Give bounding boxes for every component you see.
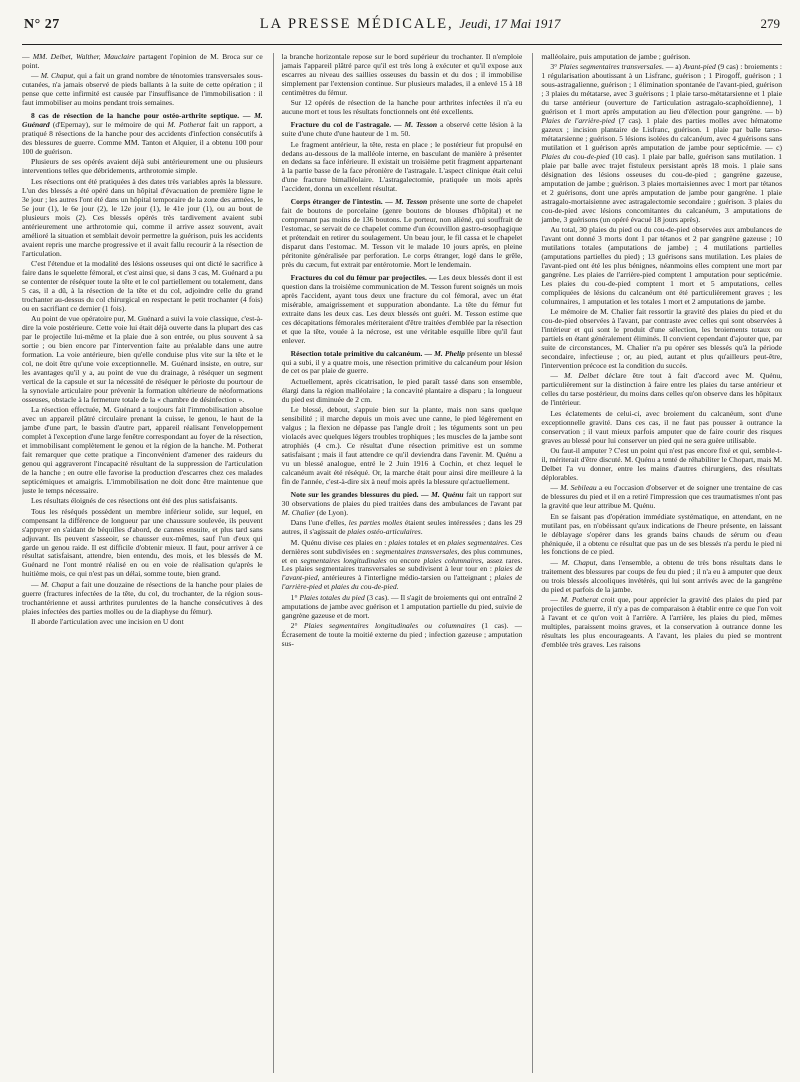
paragraph: — M. Delbet déclare être tout à fait d'accord avec M. Quénu, particulièrement sur la distinction à faire entre les plaies du tarse antérieur et celles du tarse postérieur, du moins dans celles qu'on observe dans les hôpitaux de l'intérieur. [541, 371, 783, 408]
paragraph: Actuellement, après cicatrisation, le pied paraît tassé dans son ensemble, élargi dans la région malléolaire ; la concavité plantaire a disparu ; la longueur du pied est diminuée de 2 cm. [281, 376, 523, 404]
paragraph: Fracture du col de l'astragale. — M. Tesson a observé cette lésion à la suite d'une chute d'une hauteur de 1 m. 50. [281, 120, 523, 139]
paragraph: la branche horizontale repose sur le bord supérieur du trochanter. Il n'emploie jamais l'appareil plâtré parce qu'il est très long à exécuter et qu'il expose aux escarres au niveau des saillies osseuses du bassin et du dos ; il immobilise simplement par l'extension continue. Sur plusieurs malades, il a enlevé 15 à 18 centimètres du fémur. [281, 53, 523, 97]
paragraph: 8 cas de résection de la hanche pour ostéo-arthrite septique. — M. Guénard (d'Epernay), sur le mémoire de qui M. Potherat fait un rapport, a pratiqué 8 résections de la hanche pour des accidents d'infection consécutifs à des blessures de guerre. Comme MM. Tanton et Alquier, il a obtenu 100 pour 100 de guérison. [22, 111, 263, 157]
paragraph: En se faisant pas d'opération immédiate systématique, en attendant, en ne mutilant pas, en n'obéissant qu'aux indications de l'heure présente, en laissant le déblayage s'opérer dans les grands bains chauds de sérum ou d'eau phéniquée, il a obtenu ce résultat que pas un de ses blessés n'a perdu le pied ni les fonctions de ce pied. [541, 511, 783, 557]
column-3 [532, 53, 782, 1073]
paragraph: M. Quénu divise ces plaies en : plaies totales et en plaies segmentaires. Ces dernières sont subdivisées en : segmentaires transversales, des plus communes, et en segmentaires longitudinales ou encore plaies columnaires, assez rares. Les plaies segmentaires transversales se subdivisent à leur tour en : plaies de l'avant-pied, antérieures à l'interligne médio-tarsien ou l'atteignant ; plaies de l'arrière-pied et plaies du cou-de-pied. [281, 537, 523, 592]
journal-title [260, 16, 561, 33]
paragraph: Fractures du col du fémur par projectiles. — Les deux blessés dont il est question dans la troisième communication de M. Tesson furent soignés un mois après l'accident, ayant tous deux une fracture du col fémoral, avec un état misérable, amaigrissement et suppuration abondante. La tête du fémur fut extraite dans les deux cas. Les deux blessés ont guéri. M. Tesson estime que ces décapitations fémorales mériteraient d'être traitées d'emblée par la résection et que la tête, vouée à la nécrose, est une véritable esquille libre qu'il faut enlever. [281, 272, 523, 345]
journal-name: LA PRESSE MÉDICALE, [259, 16, 454, 32]
column-2 [273, 53, 523, 1073]
paragraph: Dans l'une d'elles, les parties molles étaient seules intéressées ; dans les 29 autres, il s'agissait de plaies ostéo-articulaires. [281, 518, 523, 537]
paragraph: Résection totale primitive du calcanéum. — M. Phelip présente un blessé qui a subi, il y a quatre mois, une résection primitive du calcanéum pour lésion de cet os par plaie de guerre. [281, 348, 523, 376]
page-header [22, 16, 782, 45]
paragraph: 1° Plaies totales du pied (3 cas). — Il s'agit de broiements qui ont entraîné 2 amputations de jambe avec guérison et 1 amputation partielle du pied, suivie de gangrène gazeuse et de mort. [281, 592, 523, 620]
paragraph: — M. Sebileau a eu l'occasion d'observer et de soigner une trentaine de cas de blessures du pied et il en a retiré l'impression que ces traumatismes n'ont pas la gravité que leur attribue M. Quénu. [541, 483, 783, 511]
paragraph: Le mémoire de M. Chalier fait ressortir la gravité des plaies du pied et du cou-de-pied observées à l'avant, par contraste avec celles qui sont observées à l'intérieur et qui sont le produit d'une sélection, les broiements totaux ou partiels en étant généralement éliminés. Il convient cependant d'ajouter que, par suite de circonstances, M. Chalier n'a pu opérer ses blessés qu'à la période secondaire, infectieuse ; or, au pied, autant et plus qu'ailleurs peut-être, l'intervention précoce est la condition du succès. [541, 307, 783, 370]
paragraph: C'est l'étendue et la modalité des lésions osseuses qui ont dicté le sacrifice à faire dans le squelette fémoral, et c'est ainsi que, si dans 3 cas, M. Guénard a pu se contenter de réséquer toute la tête et le col partiellement ou totalement, dans 5 cas, il a dû, à la résection de la tête et du col, adjoindre celle du grand trochanter au-dessus du col chirurgical en respectant le petit trochanter (4 fois) ou en sacrifiant ce dernier (1 fois). [22, 258, 263, 313]
issue-date: Jeudi, 17 Mai 1917 [459, 16, 561, 31]
paragraph: — M. Potherat croit que, pour apprécier la gravité des plaies du pied par projectiles de guerre, il n'y a pas de comparaison à établir entre ce que l'on voit à l'avant et ce qu'on voit à l'arrière. A l'arrière, les plaies du pied, mêmes multiples, paraissent moins graves, et la conservation à outrance donne les résultats les plus encourageants. A l'avant, les plaies du pied se montrent d'emblée très graves. Les raisons [541, 595, 783, 649]
column-1 [22, 53, 263, 1073]
paragraph: Au point de vue opératoire pur, M. Guénard a suivi la voie classique, c'est-à-dire la voie postérieure. Cette voie lui était déjà ouverte dans la plupart des cas par le projectile lui-même et la plaie due à son entrée, ou plus souvent à sa sortie ; ou bien encore par l'intervention faite au préalable dans une autre formation. La voie antérieure, bien qu'elle conduise plus vite sur la tête et le col, ne doit être qu'une voie exceptionnelle. M. Guénard insiste, en outre, sur les avantages qu'il y a, au point de vue du drainage, à réséquer un segment vertical de la capsule et sur la nécessité de réséquer le périoste du pourtour de la synoviale articulaire pour prévenir la formation ultérieure de néoformations osseuses, obstacle à la fermeture totale de la « chambre de désinfection ». [22, 314, 263, 404]
paragraph: — MM. Delbet, Walther, Mauclaire partagent l'opinion de M. Broca sur ce point. [22, 53, 263, 70]
article-columns [22, 53, 782, 1073]
paragraph: Au total, 30 plaies du pied ou du cou-de-pied observées aux ambulances de l'avant ont donné 3 morts dont 1 par tétanos et 2 par gangrène gazeuse ; 10 mutilations totales (amputations de jambe) ; 4 mutilations partielles (amputations partielles du pied) ; 13 guérisons sans mutilation. Les plaies de l'avant-pied ont été les plus bénignes, néanmoins elles comptent une mort par gangrène. Les plaies de l'arrière-pied comptent 1 amputation pour septicémie. Les plaies du cou-de-pied comptent 1 mort et 5 amputations, celles compliquées de lésions du calcanéum ont été particulièrement graves ; les columnaires, 1 amputation et les totales 1 mort et 2 amputations de jambe. [541, 225, 783, 306]
paragraph: Les résultats éloignés de ces résections ont été des plus satisfaisants. [31, 496, 238, 506]
paragraph: Corps étranger de l'intestin. — M. Tesson présente une sorte de chapelet fait de boutons de porcelaine (genre boutons de blouses d'hôpital) et ne comprenant pas moins de 136 boutons. Le porteur, non aliéné, qui souffrait de l'estomac, se servait de ce chapelet comme d'un écouvillon gastro-œsophagique et prétendait en retirer du soulagement. Un beau jour, le fil cassa et le chapelet disparut dans l'estomac. M. Tesson vit le malade 10 jours après, en pleine péritonite généralisée par perforation. Le corps étranger, logé dans le grêle, près du cæcum, fut extrait par entérotomie. Mort le lendemain. [281, 197, 523, 269]
paragraph: Note sur les grandes blessures du pied. — M. Quénu fait un rapport sur 30 observations de plaies du pied traitées dans des ambulances de l'avant par M. Chalier (de Lyon). [281, 489, 523, 517]
paragraph: Il aborde l'articulation avec une incision en U dont [31, 617, 184, 627]
page-number: 279 [760, 16, 780, 31]
paragraph: — M. Chaput, dans l'ensemble, a obtenu de très bons résultats dans le traitement des blessures par coups de feu du pied ; il n'a eu à amputer que deux ou trois blessés alcooliques invétérés, qui lui sont arrivés avec de la gangrène du pied et parfois de la jambe. [541, 557, 783, 594]
paragraph: Ou faut-il amputer ? C'est un point qui n'est pas encore fixé et qui, semble-t-il, mériterait d'être discuté. M. Quénu a tenté de réhabiliter le Chopart, mais M. Delbet l'a vu donner, entre les mains d'autres chirurgiens, des résultats déplorables. [541, 445, 783, 482]
paragraph: Le fragment antérieur, la tête, resta en place ; le postérieur fut propulsé en dedans au-dessous de la malléole interne, en basculant de manière à présenter en dedans sa face inférieure. Il existait un troisième petit fragment appartenant à la partie basse de la face péronière de l'astragale. L'aspect clinique était celui d'une fracture bimalléolaire. L'astragalectomie, pratiquée un mois après l'accident, donna un excellent résultat. [281, 139, 523, 194]
paragraph: Les éclatements de celui-ci, avec broiement du calcanéum, sont d'une exceptionnelle gravité. Dans ces cas, il ne faut pas pousser à outrance la conservation ; il vaut mieux parfois amputer que de faire courir des risques graves au blessé pour lui conserver un pied qui ne sera guère utilisable. [541, 408, 783, 445]
paragraph: Tous les réséqués possèdent un membre inférieur solide, sur lequel, en compensant la différence de longueur par une chaussure soulevée, ils peuvent s'appuyer en s'aidant de béquilles d'abord, de cannes ensuite, et plus tard sans adjuvant. Ils peuvent s'asseoir, se chausser eux-mêmes, sauf l'un d'eux qui garde un genou raide. Il est difficile d'obtenir mieux. Il faut, pour arriver à ce résultat satisfaisant, attendre, bien entendu, des mois, et les blessés de M. Guénard ne l'ont montré réalisé en ou en voie de réalisation qu'après le huitième mois, ce qui n'est pas un délai, somme toute, bien grand. [22, 506, 263, 579]
paragraph: Sur 12 opérés de résection de la hanche pour arthrites infectées il n'a eu aucune mort et tous les résultats fonctionnels ont été excellents. [281, 98, 523, 117]
paragraph: Les résections ont été pratiquées à des dates très variables après la blessure. L'un des blessés a été opéré dans un hôpital d'évacuation de première ligne le 3e jour ; les autres l'ont été dans un hôpital temporaire de la zone des armées, le 5e jour (1), le 6e jour (2), le 12e jour (1), le 41e jour (1), ou au bout de plusieurs mois (2). Ces blessés opérés très tardivement avaient subi antérieurement une arthrotomie qui, comme il arrive assez souvent, avait amélioré la situation et semblait devoir permettre la guérison, puis les accidents avaient repris une marche progressive et il avait fallu recourir à la résection de l'articulation. [22, 176, 263, 258]
paragraph: Le blessé, debout, s'appuie bien sur la plante, mais non sans quelque sensibilité ; il marche depuis un mois avec une canne, le pied légèrement en valgus ; la flexion ne dépasse pas l'angle droit ; les téguments sont un peu violacés avec quelques légers troubles trophiques ; les muscles de la jambe sont atrophiés (4 cm.). Ce résultat d'une résection primitive est un somme satisfaisant ; mais il faut attendre ce qu'il deviendra dans l'avenir. M. Quénu a vu un blessé analogue, entré le 2 Juin 1916 à Cochin, et chez lequel le calcanéum avait été réséqué. Or, la marche était pour ainsi dire meilleure à la fin de l'année, c'est-à-dire six à neuf mois après la blessure qu'actuellement. [281, 405, 523, 486]
paragraph: La résection effectuée, M. Guénard a toujours fait l'immobilisation absolue avec un appareil plâtré circulaire prenant la cuisse, le genou, le haut de la jambe d'une part, le bassin d'autre part, appareil réalisant l'enveloppement complet à l'exception d'une large fenêtre correspondant au foyer de la résection, et immobilisant complètement le genou et la région de la hanche. M. Potherat fait remarquer que cette pratique a l'inconvénient d'amener des raideurs du genou qui aggraveront l'incapacité résultant de la suppression de l'articulation de la hanche ; en outre elle favorise la production d'escarres chez ces malades septicémiques et amaigris. L'immobilisation ne doit donc être maintenue que juste le temps nécessaire. [22, 405, 263, 495]
paragraph: Plusieurs de ses opérés avaient déjà subi antérieurement une ou plusieurs interventions telles que débridements, arthrotomie simple. [22, 157, 263, 176]
paragraph: — M. Chaput, qui a fait un grand nombre de ténotomies transversales sous-cutanées, n'a jamais observé de pieds ballants à la suite de cette opération ; il pense que cette infirmité est causée par l'insuffisance de l'immobilisation : il faut immobiliser au moins pendant trois semaines. [22, 71, 263, 108]
issue-number: N° 27 [24, 17, 60, 32]
paragraph: malléolaire, puis amputation de jambe ; guérison. [541, 53, 691, 61]
paragraph: — M. Chaput a fait une douzaine de résections de la hanche pour plaies de guerre (fractures infectées de la tête, du col, du trochanter, de la région sous-trochantérienne et aussi arthrites purulentes de la hanche consécutives à des plaies infectées des parties molles ou de la diaphyse du fémur). [22, 579, 263, 616]
paragraph: 2° Plaies segmentaires longitudinales ou columnaires (1 cas). — Écrasement de toute la moitié externe du pied ; infection gazeuse ; amputation sus- [281, 621, 523, 649]
paragraph: 3° Plaies segmentaires transversales. — a) Avant-pied (9 cas) : broiements : 1 régularisation aboutissant à un Lisfranc, guérison ; 1 Pirogoff, guérison ; 1 sous-astragalienne, guérison ; 1 élimination spontanée de l'avant-pied, guérison ; 3 plaies du métatarse, avec 3 guérisons ; 1 plaie tarso-métatarsienne et 1 plaie du tarse antérieur (ouverture de l'articulation astragalo-scaphoïdienne), 1 guérison et 1 mort après amputation au lieu d'élection pour gangrène. — b) Plaies de l'arrière-pied (7 cas). 1 plaie des parties molles avec hématome gazeux ; incision plantaire de Lisfranc, guérison. 1 plaie par balle tarso-métatarsienne ; guérison. 5 lésions isolées du calcanéum, avec 4 guérisons sans mutilation et 1 guérison après amputation de jambe pour septicémie. — c) Plaies du cou-de-pied (10 cas). 1 plaie par balle, guérison sans mutilation. 1 plaie par balle avec trajet fistuleux persistant après 18 mois. 1 plaie sans désignation des lésions osseuses du cou-de-pied ; gangrène gazeuse, amputation de jambe ; guérison. 3 plaies mortaisiennes avec 1 mort par tétanos et 2 guérisons, dont une après amputation de jambe pour gangrène. 1 plaie astragalo-mortaisienne avec astragalectomie secondaire ; guérison. 3 plaies du cou-de-pied avec lésions concomitantes du calcanéum, 3 amputations de jambe, 3 guérisons (un opéré évacué 18 jours après). [541, 62, 783, 224]
